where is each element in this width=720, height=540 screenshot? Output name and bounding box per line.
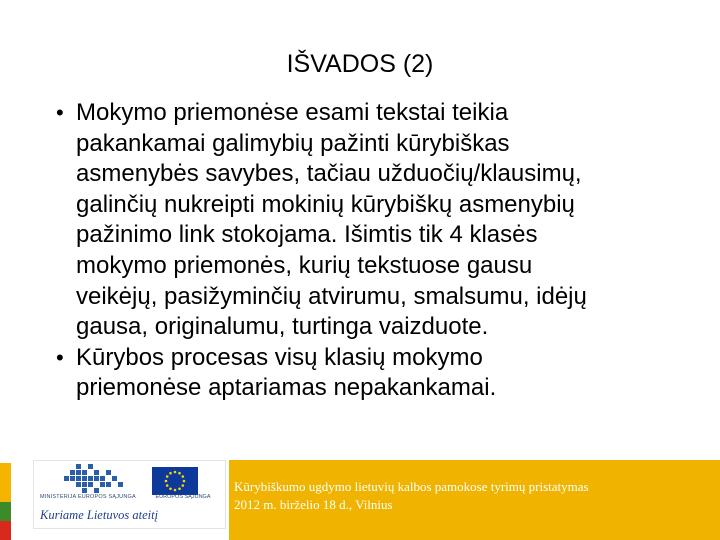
presentation-title: Kūrybiškumo ugdymo lietuvių kalbos pamokose tyrimų pristatymas <box>234 479 589 494</box>
eu-flag-icon <box>152 467 198 495</box>
bullet-line: mokymo priemonės, kurių tekstuose gausu <box>76 251 533 279</box>
ministry-logo-icon <box>64 464 136 494</box>
bullet-marker: • <box>56 344 64 370</box>
presentation-date: 2012 m. birželio 18 d., Vilnius <box>234 497 393 512</box>
slide-title: IŠVADOS (2) <box>286 50 434 78</box>
slogan: Kuriame Lietuvos ateitį <box>40 508 159 522</box>
bullet-item <box>50 98 690 343</box>
bullet-line: pakankamai galimybių pažinti kūrybiškas <box>76 129 510 157</box>
eu-label: EUROPOS SĄJUNGA <box>155 494 211 500</box>
bullet-item <box>50 343 690 404</box>
ministry-name: MINISTERIJA EUROPOS SĄJUNGA <box>40 494 136 500</box>
sponsor-logos <box>33 460 226 529</box>
bullet-line: asmenybės savybes, tačiau užduočių/klausimų, <box>76 160 582 188</box>
bullet-line: gausa, originalumu, turtinga vaizduote. <box>76 313 489 341</box>
bullet-line: Mokymo priemonėse esami tekstai teikia <box>76 99 509 126</box>
bullet-line: galinčių nukreipti mokinių kūrybiškų asmenybių <box>76 190 575 218</box>
bullet-marker: • <box>56 100 64 125</box>
stripe <box>0 463 11 482</box>
bullet-line: priemonėse aptariamas nepakankamai. <box>76 374 497 402</box>
bullet-list <box>50 98 690 404</box>
bullet-line: Kūrybos procesas visų klasių mokymo <box>76 343 483 371</box>
presentation-info <box>234 478 718 514</box>
bullet-line: veikėjų, pasižyminčių atvirumu, smalsumu, idėjų <box>76 282 587 310</box>
presentation-info-box <box>229 460 720 540</box>
stripe <box>0 502 11 521</box>
bullet-line: pažinimo link stokojama. Išimtis tik 4 klasės <box>76 221 538 249</box>
color-stripes <box>0 463 11 540</box>
stripe <box>0 521 11 540</box>
stripe <box>0 482 11 501</box>
